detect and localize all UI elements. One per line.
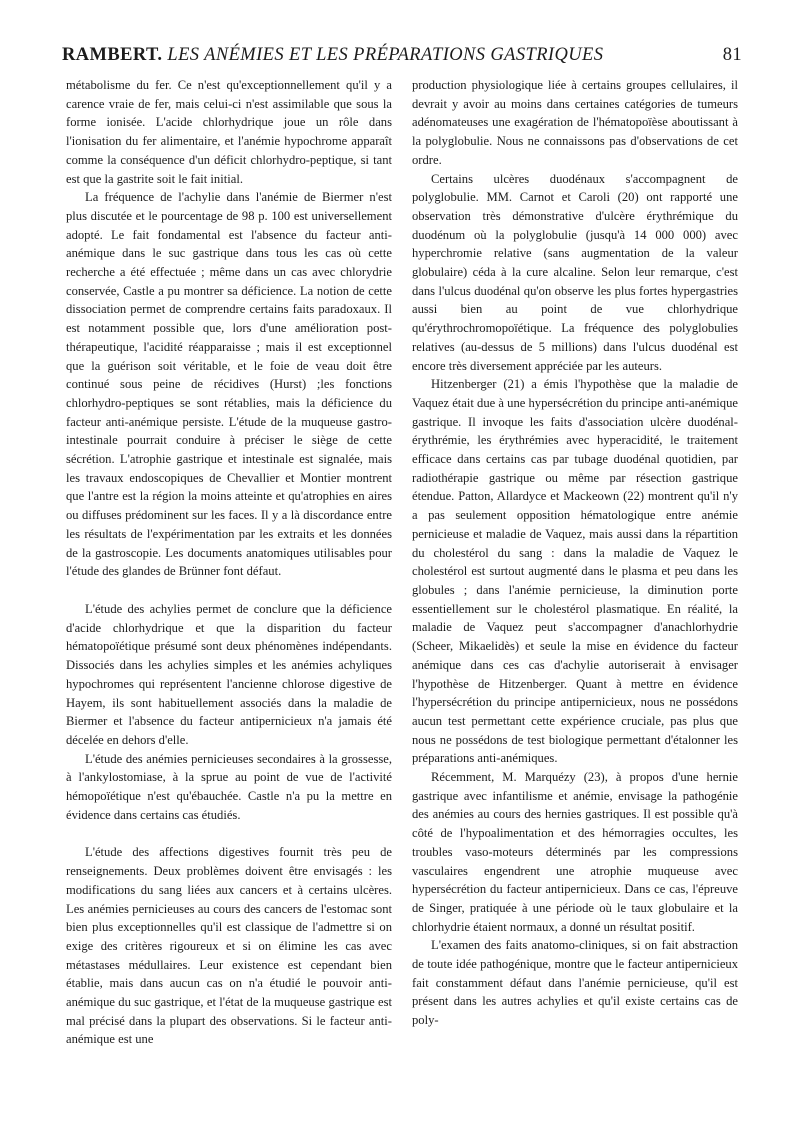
left-column <box>66 76 392 1049</box>
running-header <box>62 40 742 70</box>
paragraph: Hitzenberger (21) a émis l'hypothèse que la maladie de Vaquez était due à une hypersécrétion du principe anti-anémique gastrique. Il invoque les faits d'association ulcère duodénal-érythrémie, les érythrémies avec hyperacidité, le traitement efficace dans certains cas par tubage duodénal quotidien, par radiothérapie gastrique ou même par résection gastrique étendue. Patton, Allardyce et Mackeown (22) montrent qu'il n'y a pas seulement opposition hématologique entre anémie pernicieuse et maladie de Vaquez, mais aussi dans la répartition du cholestérol du sang : dans la maladie de Vaquez le cholestérol est surtout augmenté dans le plasma et peu dans les globules ; dans l'anémie pernicieuse, la diminution porte essentiellement sur le cholestérol plasmatique. En réalité, la maladie de Vaquez peut s'accompagner d'anachlorhydrie (Scheer, Mikaelidès) et seule la mise en évidence du facteur anémique dans ces cas d'achylie autoriserait à envisager l'hypothèse de Hitzenberger. Quant à mettre en évidence l'hypersécrétion du principe antipernicieux, nous ne possédons aucun test permettant cette expérience cruciale, pas plus que nous ne possédons de test biologique permettant d'étalonner les préparations anti-anémiques. <box>412 377 738 766</box>
paragraph: Certains ulcères duodénaux s'accompagnent de polyglobulie. MM. Carnot et Caroli (20) ont rapporté une observation très démonstrative d'ulcère érythrémique du duodénum où la polyglobulie (jusqu'à 14 000 000) avec hyperchromie relative (sans augmentation de la valeur globulaire) céda à la cure alcaline. Selon leur remarque, c'est dans l'ulcus duodénal qu'on observe les plus fortes hypergastries aussi bien au point de vue chlorhydrique qu'érythrochromopoïétique. La fréquence des polyglobulies relatives (au-dessus de 5 millions) dans l'ulcus duodénal est encore très diversement appréciée par les auteurs. <box>412 171 738 373</box>
header-author: RAMBERT. <box>62 45 163 65</box>
paragraph: La fréquence de l'achylie dans l'anémie de Biermer n'est plus discutée et le pourcentage de 98 p. 100 est universellement adopté. Le fait fondamental est l'absence du facteur anti-anémique dans le suc gastrique dans tous les cas où cette recherche a été effectuée ; même dans un cas avec chlorydrie conservée, Castle a pu montrer sa déficience. La notion de cette dissociation permet de comprendre certains faits paradoxaux. Il est notamment possible que, lors d'une amélioration post-thérapeutique, l'acidité réapparaisse ; mais il est exceptionnel que la guérison soit véritable, et le foie de veau doit être continué sous peine de récidives (Hurst) ;les fonctions chlorhydro-peptiques se sont rétablies, mais la déficience du facteur anti-anémique persiste. L'étude de la muqueuse gastro-intestinale pourrait conduire à préciser le siège de cette sécrétion. L'atrophie gastrique et intestinale est signalée, mais les travaux endoscopiques de Chevallier et Montier montrent que l'antre est la région la moins atteinte et qu'atrophies en aires ou diffuses prédominent sur les faces. Il y a là discordance entre les résultats de l'expérimentation par les extraits et les données de la gastroscopie. Les documents anatomiques utilisables pour l'étude des glandes de Brünner font défaut. <box>66 190 392 579</box>
paragraph: L'étude des anémies pernicieuses secondaires à la grossesse, à l'ankylostomiase, à la sprue au point de vue de l'activité hémopoïétique n'est qu'ébauchée. Castle n'a pu la mettre en évidence dans certains cas étudiés. <box>66 751 392 822</box>
paragraph: métabolisme du fer. Ce n'est qu'exceptionnellement qu'il y a carence vraie de fer, mais celui-ci n'est assimilable que sous la forme ionisée. L'acide chlorhydrique joue un rôle dans l'ionisation du fer alimentaire, et l'anémie hypochrome apparaît comme la conséquence d'un déficit chlorhydro-peptique, si tant est que la gastrite soit le fait initial. <box>66 78 392 186</box>
paragraph: production physiologique liée à certains groupes cellulaires, il devrait y avoir au moins dans certaines catégories de tumeurs adénomateuses une exagération de l'hématopoïèse aboutissant à la polyglobulie. Nous ne connaissons pas d'observations de cet ordre. <box>412 78 738 167</box>
page-number: 81 <box>722 45 742 65</box>
paragraph: L'étude des affections digestives fournit très peu de renseignements. Deux problèmes doivent être envisagés : les modifications du sang liées aux cancers et à certains ulcères. Les anémies pernicieuses au cours des cancers de l'estomac sont bien plus exceptionnelles qu'il est classique de l'admettre si on exige des critères rigoureux et si on élimine les cas avec métastases médullaires. Leur existence est cependant bien établie, mais dans aucun cas on n'a étudié le pouvoir anti-anémique du suc gastrique, et l'état de la muqueuse gastrique est mal précisé dans la plupart des observations. Si le facteur anti-anémique est une <box>66 845 392 1047</box>
header-title: LES ANÉMIES ET LES PRÉPARATIONS GASTRIQUES <box>167 45 604 65</box>
right-column <box>412 76 738 1030</box>
paragraph: Récemment, M. Marquézy (23), à propos d'une hernie gastrique avec infantilisme et anémie, envisage la pathogénie des anémies au cours des hernies gastriques. Il est possible qu'à côté de l'hypoalimentation et des hémorragies occultes, les troubles vaso-moteurs déterminés par les compressions vasculaires engendrent une atrophie muqueuse avec hypersécrétion du facteur antipernicieux. Dans ce cas, l'épreuve de Singer, pratiquée à une période où le taux globulaire et la chlorhydrie étaient normaux, a donné un résultat positif. <box>412 770 738 934</box>
paragraph: L'examen des faits anatomo-cliniques, si on fait abstraction de toute idée pathogénique, montre que le facteur antipernicieux fait constamment défaut dans l'anémie pernicieuse, qu'il est présent dans les autres achylies et qu'il existe certains cas de poly- <box>412 938 738 1028</box>
paragraph: L'étude des achylies permet de conclure que la déficience d'acide chlorhydrique et que la disparition du facteur hématopoïétique présumé sont deux phénomènes indépendants. Dissociés dans les achylies simples et les anémies achyliques hypochromes qui représentent l'ancienne chlorose digestive de Hayem, ils sont habituellement associés dans la maladie de Biermer et l'absence du facteur antipernicieux n'a jamais été décelée en dehors d'elle. <box>66 601 392 747</box>
